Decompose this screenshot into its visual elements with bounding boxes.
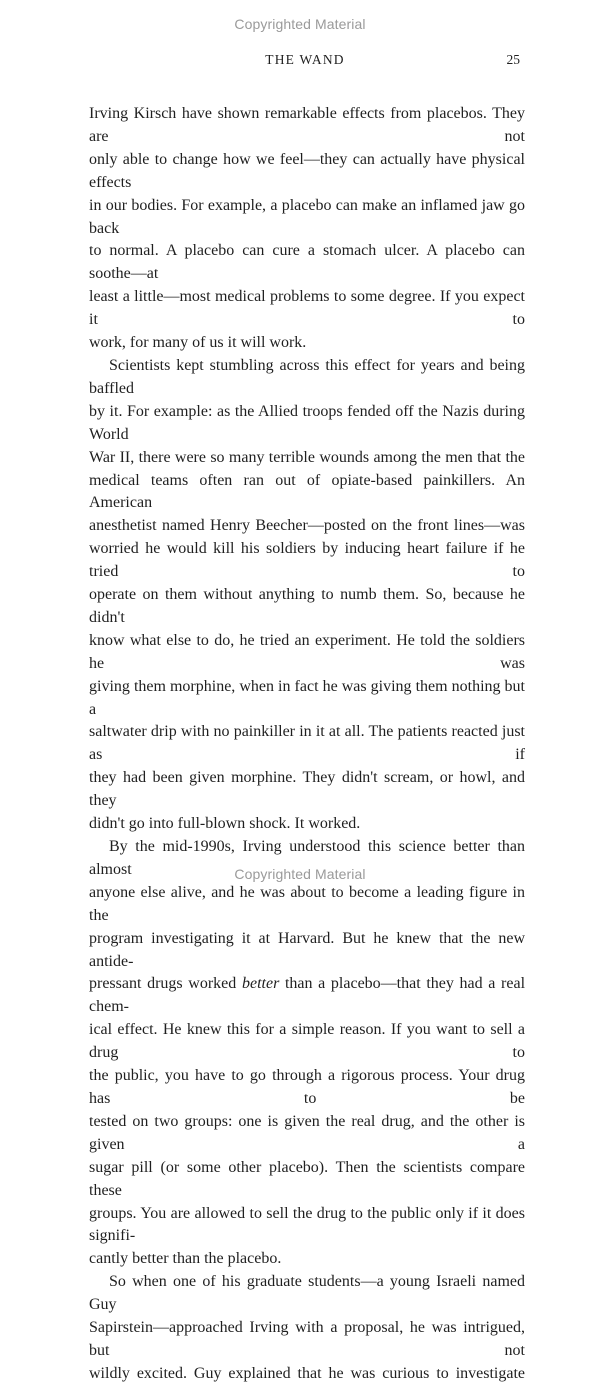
text-line: tested on two groups: one is given the real drug, and the other is given a (89, 1112, 525, 1153)
chapter-title: THE WAND (265, 52, 345, 67)
paragraph-1 (89, 103, 525, 355)
text-line: they had been given morphine. They didn't scream, or howl, and they (89, 769, 525, 810)
text-line: didn't go into full-blown shock. It worked. (89, 815, 361, 833)
text-line: least a little—most medical problems to some degree. If you expect it to (89, 288, 525, 329)
text-line: work, for many of us it will work. (89, 334, 307, 352)
text-line: By the mid-1990s, Irving understood this science better than almost (89, 838, 525, 878)
text-line: by it. For example: as the Allied troops fended off the Nazis during World (89, 402, 525, 443)
page-number: 25 (506, 52, 520, 67)
text-line: Sapirstein—approached Irving with a proposal, he was intrigued, but not (89, 1319, 525, 1359)
text-line: War II, there were so many terrible wounds among the men that the (89, 448, 525, 466)
text-line: cantly better than the placebo. (89, 1250, 282, 1268)
text-line: giving them morphine, when in fact he was giving them nothing but a (89, 677, 525, 718)
text-line: ical effect. He knew this for a simple reason. If you want to sell a drug to (89, 1021, 525, 1062)
copyright-watermark-bottom: Copyrighted Material (234, 866, 366, 882)
text-line: wildly excited. Guy explained that he was curious to investigate (89, 1364, 525, 1382)
paragraph-4 (89, 1271, 525, 1386)
text-line: medical teams often ran out of opiate-based painkillers. An American (89, 471, 525, 512)
text-line: operate on them without anything to numb them. So, because he didn't (89, 586, 525, 626)
text-line: program investigating it at Harvard. But he knew that the new antide- (89, 929, 525, 970)
text-line: anyone else alive, and he was about to become a leading figure in the (89, 883, 525, 924)
text-line: the public, you have to go through a rigorous process. Your drug has to be (89, 1067, 525, 1107)
text-line: anesthetist named Henry Beecher—posted on the front lines—was (89, 517, 525, 535)
text-line: sugar pill (or some other placebo). Then the scientists compare these (89, 1158, 525, 1199)
text-line: Scientists kept stumbling across this effect for years and being baffled (89, 356, 525, 397)
text-line: groups. You are allowed to sell the drug to the public only if it does signifi- (89, 1204, 525, 1245)
text-line: So when one of his graduate students—a young Israeli named Guy (89, 1273, 525, 1314)
text-line: worried he would kill his soldiers by inducing heart failure if he tried to (89, 540, 525, 581)
text-line: saltwater drip with no painkiller in it at all. The patients reacted just as if (89, 723, 525, 764)
text-line-with-emphasis (89, 973, 525, 1019)
paragraph-2 (89, 355, 525, 836)
text-line: know what else to do, he tried an experiment. He told the soldiers he was (89, 631, 525, 672)
text-fragment: pressant drugs worked (89, 975, 237, 993)
copyright-watermark-top: Copyrighted Material (234, 16, 366, 32)
text-line: to normal. A placebo can cure a stomach ulcer. A placebo can soothe—at (89, 242, 525, 283)
text-line: Irving Kirsch have shown remarkable effects from placebos. They are not (89, 105, 525, 145)
paragraph-3 (89, 836, 525, 1271)
body-text (89, 103, 525, 1386)
text-fragment: than a placebo—that they had a real chem- (89, 975, 526, 1016)
text-line: in our bodies. For example, a placebo can make an inflamed jaw go back (89, 196, 525, 237)
emphasized-word: better (241, 975, 280, 993)
text-line: only able to change how we feel—they can actually have physical effects (89, 150, 525, 191)
